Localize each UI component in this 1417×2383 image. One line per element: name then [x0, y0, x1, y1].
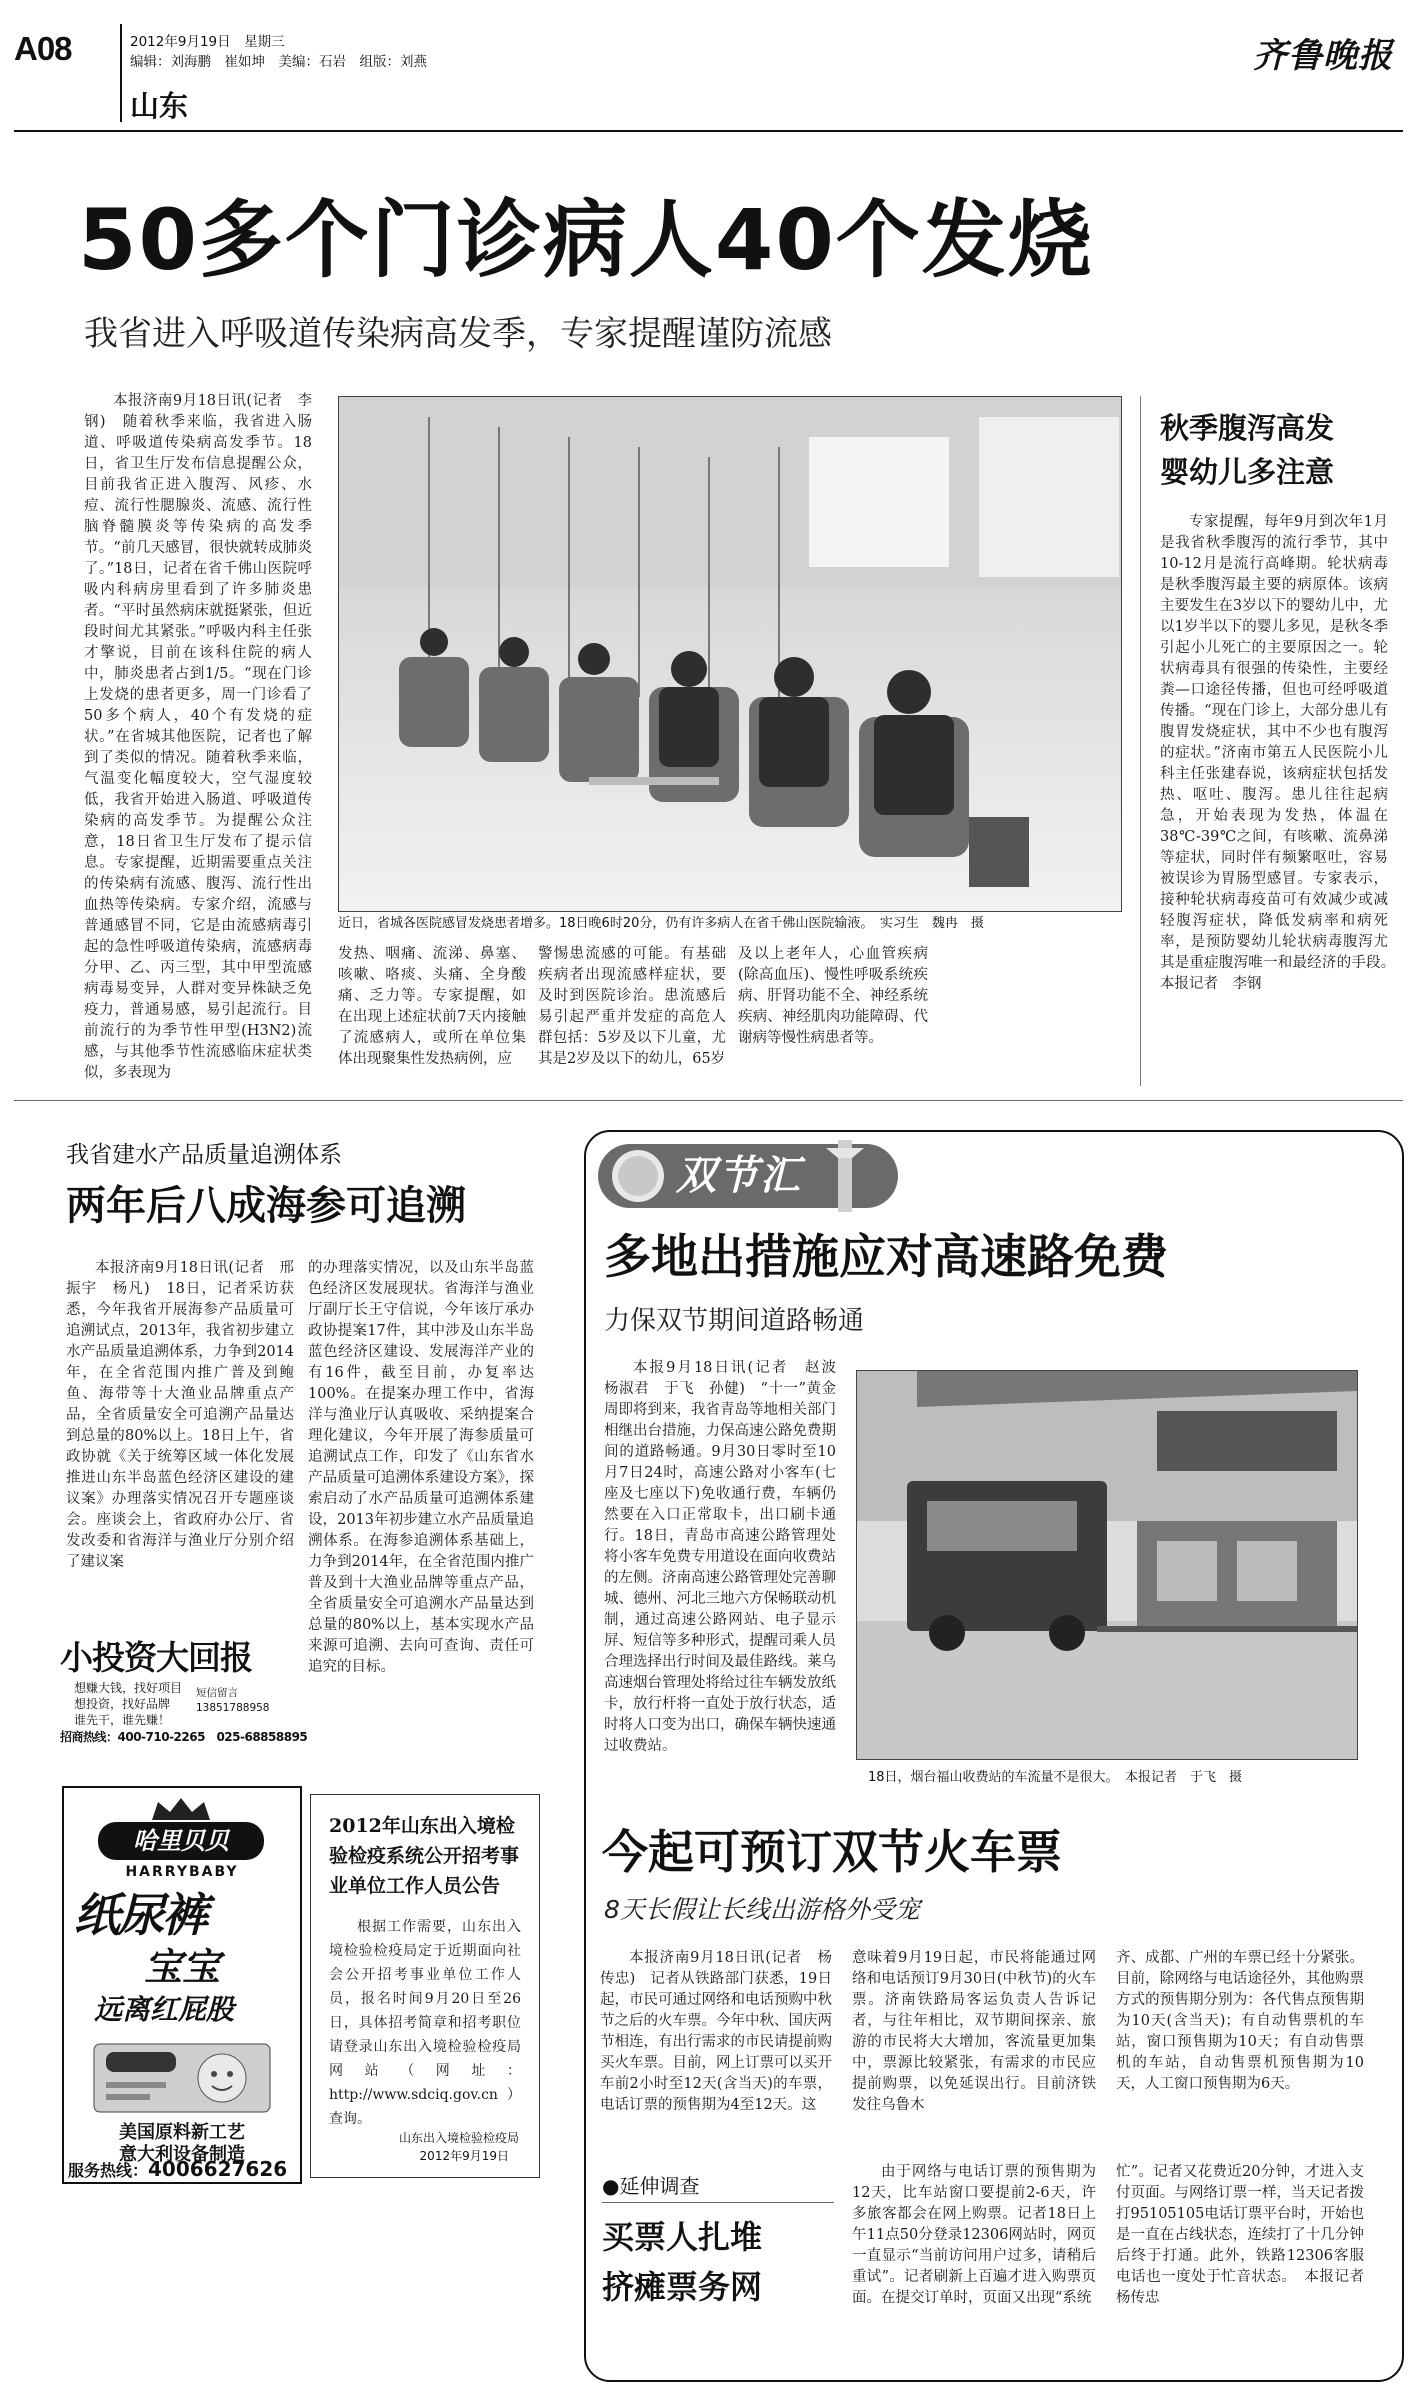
lead-photo — [338, 396, 1122, 912]
follow-headline: 买票人扎堆 挤瘫票务网 — [602, 2218, 763, 2306]
train-subhead: 8天长假让长线出游格外受宠 — [604, 1895, 920, 1924]
ad-diaper-crown-icon — [148, 1796, 214, 1822]
ad-small-line-1: 想赚大钱，找好项目 — [74, 1681, 183, 1695]
ad-small-phones: 招商热线：400-710-2265 025-68858895 — [60, 1730, 308, 1744]
ad-small-line-3: 谁先干，谁先赚！ — [74, 1713, 171, 1727]
ad-diaper-brand: 哈里贝贝 — [98, 1822, 264, 1860]
ad-diaper-line-2: 意大利设备制造 — [119, 2144, 245, 2165]
masthead-rule — [14, 130, 1403, 132]
highway-body: 本报9月18日讯(记者 赵波 杨淑君 于飞 孙健) “十一”黄金周即将到来，我省青岛等地相关部门相继出台措施，力保高速公路免费期间的道路畅通。9月30日零时至10月7日24时，高速公路对小客车(七座及七座以下)免收通行费，车辆仍然要在入口正常取卡，出口刷卡通行。18日，青岛市高速公路管理处将小客车免费专用道设在面向收费站的左侧。济南高速公路管理处完善聊城、德州、河北三地六方保畅联动机制，通过高速公路网站、电子显示屏、短信等多种形式，提醒司乘人员合理选择出行时间及最佳路线。莱乌高速烟台管理处将给过往车辆发放纸卡，放行杆将一直处于放行状态，适时将人口变为出口，确保车辆快速通过收费站。 — [604, 1360, 851, 1754]
lead-headline: 50多个门诊病人40个发烧 — [78, 191, 1094, 289]
highway-photo-caption: 18日，烟台福山收费站的车流量不是很大。 本报记者 于飞 摄 — [868, 1770, 1243, 1785]
notice-body: 根据工作需要，山东出入境检验检疫局定于近期面向社会公开招考事业单位工作人员，报名时间9月20日至26日，具体招考简章和招考职位请登录山东出入境检验检疫局网站（网址：http://www.sdciq.gov.cn）查询。 — [329, 1919, 521, 2127]
ad-diaper-slogan-2: 宝宝 — [144, 1945, 221, 1989]
festival-column-logo-text: 双节汇 — [676, 1153, 802, 1199]
masthead-divider-vertical — [120, 24, 122, 122]
lead-column-3: 警惕患流感的可能。有基础疾病者出现流感样症状，要及时到医院诊治。患流感后易引起严重并发症的高危人群包括：5岁及以下儿童，尤其是2岁及以下的幼儿，65岁 — [538, 946, 726, 1067]
train-column-3: 齐、成都、广州的车票已经十分紧张。目前，除网络与电话途径外，其他购票方式的预售期分别为：各代售点预售期为10天(含当天)；有自动售票机的车站，窗口预售期为10天；有自动售票机的车站，自动售票机预售期为10天，人工窗口预售期为6天。 — [1116, 1950, 1364, 2092]
ad-diaper-brand-en: HARRYBABY — [125, 1864, 239, 1880]
notice-title: 2012年山东出入境检验检疫系统公开招考事业单位工作人员公告 — [329, 1815, 520, 1897]
follow-label — [602, 2170, 699, 2199]
seafood-kicker: 我省建水产品质量追溯体系 — [66, 1142, 342, 1168]
ad-small-investment — [60, 1636, 308, 1768]
newspaper-logo: 齐鲁晚报 — [1253, 36, 1393, 76]
notice-date: 2012年9月19日 — [419, 2149, 509, 2163]
highway-subhead: 力保双节期间道路畅通 — [604, 1306, 865, 1336]
seafood-column-1: 本报济南9月18日讯(记者 邢振宇 杨凡) 18日，记者采访获悉，今年我省开展海参产品质量可追溯试点，2013年，我省初步建立水产品质量追溯体系，力争到2014年，在全省范围内推广普及到鲍鱼、海带等十大渔业品牌重点产品，全省质量安全可追溯产品量达到总量的80%以上。18日上午，省政协就《关于统筹区域一体化发展 推进山东半岛蓝色经济区建设的建议案》办理落实情况召开专题座谈会。座谈会上，省政府办公厅、省发改委和省海洋与渔业厅分别介绍了建议案 — [66, 1260, 309, 1570]
train-headline: 今起可预订双节火车票 — [602, 1825, 1062, 1879]
ad-diaper-hotline-label: 服务热线： — [68, 2161, 149, 2180]
ad-small-line-2: 想投资，找好品牌 — [74, 1697, 171, 1711]
sidebar-headline: 秋季腹泻高发 婴幼儿多注意 — [1160, 411, 1335, 489]
masthead-date: 2012年9月19日 星期三 — [130, 34, 285, 50]
lead-subhead: 我省进入呼吸道传染病高发季，专家提醒谨防流感 — [84, 314, 832, 354]
sidebar-body: 专家提醒，每年9月到次年1月是我省秋季腹泻的流行季节，其中10-12月是流行高峰期。轮状病毒是秋季腹泻最主要的病原体。该病主要发生在3岁以下的婴幼儿中，尤以1岁半以下的婴儿多见，是秋冬季引起小儿死亡的主要原因之一。轮状病毒具有很强的传染性，主要经粪—口途径传播，但也可经呼吸道传播。“现在门诊上，大部分患儿有腹胃发烧症状，其中不少也有腹泻的症状。”济南市第五人民医院小儿科主任张建春说，该病症状包括发热、呕吐、腹泻。患儿往往起病急，开始表现为发热，体温在38℃-39℃之间，有咳嗽、流鼻涕等症状，同时伴有频繁呕吐，容易被误诊为胃肠型感冒。专家表示，接种轮状病毒疫苗可有效减少或减轻腹泻症状，降低发病率和病死率，是预防婴幼儿轮状病毒腹泻尤其是重症腹泻唯一和最经济的手段。 本报记者 李钢 — [1160, 514, 1403, 992]
follow-label-text: 延伸调查 — [619, 2174, 700, 2198]
festival-column-logo — [598, 1140, 898, 1212]
ad-diaper-slogan-3: 远离红屁股 — [94, 1993, 235, 2026]
page-code: A08 — [14, 30, 72, 67]
ad-diaper-hotline-number: 4006627626 — [148, 2157, 288, 2181]
notice-box — [310, 1794, 540, 2178]
section-label: 山东 — [130, 89, 189, 123]
sidebar-divider — [1140, 396, 1141, 1086]
lead-bottom-rule — [14, 1100, 1403, 1101]
seafood-headline: 两年后八成海参可追溯 — [66, 1183, 466, 1229]
ad-diaper-line-1: 美国原料新工艺 — [119, 2122, 245, 2143]
seafood-column-2: 的办理落实情况，以及山东半岛蓝色经济区发展现状。省海洋与渔业厅副厅长王守信说，今年该厅承办政协提案17件，其中涉及山东半岛蓝色经济区建设、发展海洋产业的有16件，截至目前，办复率达100%。在提案办理工作中，省海洋与渔业厅认真吸收、采纳提案合理化建议，今年开展了海参质量可追溯试点工作，印发了《山东省水产品质量可追溯体系建设方案》，探索启动了水产品质量可追溯体系建设，2013年初步建立水产品质量追溯体系。在海参追溯体系基础上，力争到2014年，在全省范围内推广普及到十大渔业品牌等重点产品，全省质量安全可追溯水产品量达到总量的80%以上，基本实现水产品来源可追溯、去向可查询、责任可追究的目标。 — [308, 1260, 534, 1675]
highway-photo — [856, 1370, 1358, 1760]
masthead-editors: 编辑：刘海鹏 崔如坤 美编：石岩 组版：刘燕 — [130, 54, 427, 70]
follow-label-rule — [602, 2202, 834, 2203]
train-column-2: 意味着9月19日起，市民将能通过网络和电话预订9月30日(中秋节)的火车票。济南铁路局客运负责人告诉记者，与往年相比，双节期间探亲、旅游的市民将大大增加，客流量更加集中，票源比较紧张，有需求的市民应提前购票，以免延误出行。目前济铁发往乌鲁木 — [852, 1950, 1096, 2113]
train-column-3b: 忙”。记者又花费近20分钟，才进入支付页面。与网络订票一样，当天记者拨打95105105电话订票平台时，开始也是一直在占线状态，连续打了十几分钟后终于打通。此外，铁路12306客服电话也一度处于忙音状态。 本报记者 杨传忠 — [1116, 2164, 1379, 2306]
train-column-2b: 由于网络与电话订票的预售期为12天，比车站窗口要提前2-6天，许多旅客都会在网上购票。记者18日上午11点50分登录12306网站时，网页一直显示“当前访问用户过多，请稍后重试”。记者刷新上百遍才进入购票页面。在提交订单时，页面又出现“系统 — [852, 2164, 1096, 2306]
ad-small-side: 短信留言 13851788958 — [196, 1687, 270, 1714]
train-column-1: 本报济南9月18日讯(记者 杨传忠) 记者从铁路部门获悉，19日起，市民可通过网络和电话预购中秋节之后的火车票。今年中秋、国庆两节相连，有出行需求的市民请提前购买火车票。目前，网上订票可以买开车前2小时至12天(含当天)的车票，电话订票的预售期为4至12天。这 — [600, 1950, 832, 2113]
highway-headline: 多地出措施应对高速路免费 — [604, 1230, 1168, 1285]
ad-diaper-package-image — [92, 2038, 272, 2114]
notice-signature: 山东出入境检验检疫局 — [398, 2131, 519, 2145]
ad-small-title: 小投资大回报 — [60, 1638, 252, 1677]
follow-bullet-icon: ● — [602, 2174, 620, 2198]
ad-diaper — [62, 1786, 302, 2184]
lead-column-2: 发热、咽痛、流涕、鼻塞、咳嗽、咯痰、头痛、全身酸痛、乏力等。专家提醒，如在出现上述症状前7天内接触了流感病人，或所在单位集体出现聚集性发热病例，应 — [338, 946, 526, 1067]
lead-column-4: 及以上老年人，心血管疾病(除高血压)、慢性呼吸系统疾病、肝肾功能不全、神经系统疾病、神经肌肉功能障碍、代谢病等慢性病患者等。 — [738, 946, 928, 1046]
ad-diaper-slogan-1: 纸尿裤 — [74, 1888, 206, 1942]
ad-diaper-hotline — [68, 2158, 287, 2182]
lead-photo-caption: 近日，省城各医院感冒发烧患者增多。18日晚6时20分，仍有许多病人在省千佛山医院输液。 实习生 魏冉 摄 — [338, 916, 984, 931]
lead-column-1: 本报济南9月18日讯(记者 李钢) 随着秋季来临，我省进入肠道、呼吸道传染病高发季节。18日，省卫生厅发布信息提醒公众，目前我省正进入腹泻、风疹、水痘、流行性腮腺炎、流感、流行性脑脊髓膜炎等传染病的高发季节。“前几天感冒，很快就转成肺炎了。”18日，记者在省千佛山医院呼吸内科病房里看到了许多肺炎患者。“平时虽然病床就挺紧张，但近段时间尤其紧张。”呼吸内科主任张才擎说，目前在该科住院的病人中，肺炎患者占到1/5。“现在门诊上发烧的患者更多，周一门诊看了50多个病人，40个有发烧的症状。”在省城其他医院，记者也了解到了类似的情况。随着秋季来临，气温变化幅度较大，空气湿度较低，我省开始进入肠道、呼吸道传染病的高发季节。为提醒公众注意，18日省卫生厅发布了提示信息。专家提醒，近期需要重点关注的传染病有流感、腹泻、流行性出血热等传染病。专家介绍，流感与普通感冒不同，它是由流感病毒引起的急性呼吸道传染病，流感病毒分甲、乙、丙三型，其中甲型流感病毒易变异，人群对变异株缺乏免疫力，普通易感，易引起流行。目前流行的为季节性甲型(H3N2)流感，与其他季节性流感临床症状类似，多表现为 — [84, 393, 312, 1081]
